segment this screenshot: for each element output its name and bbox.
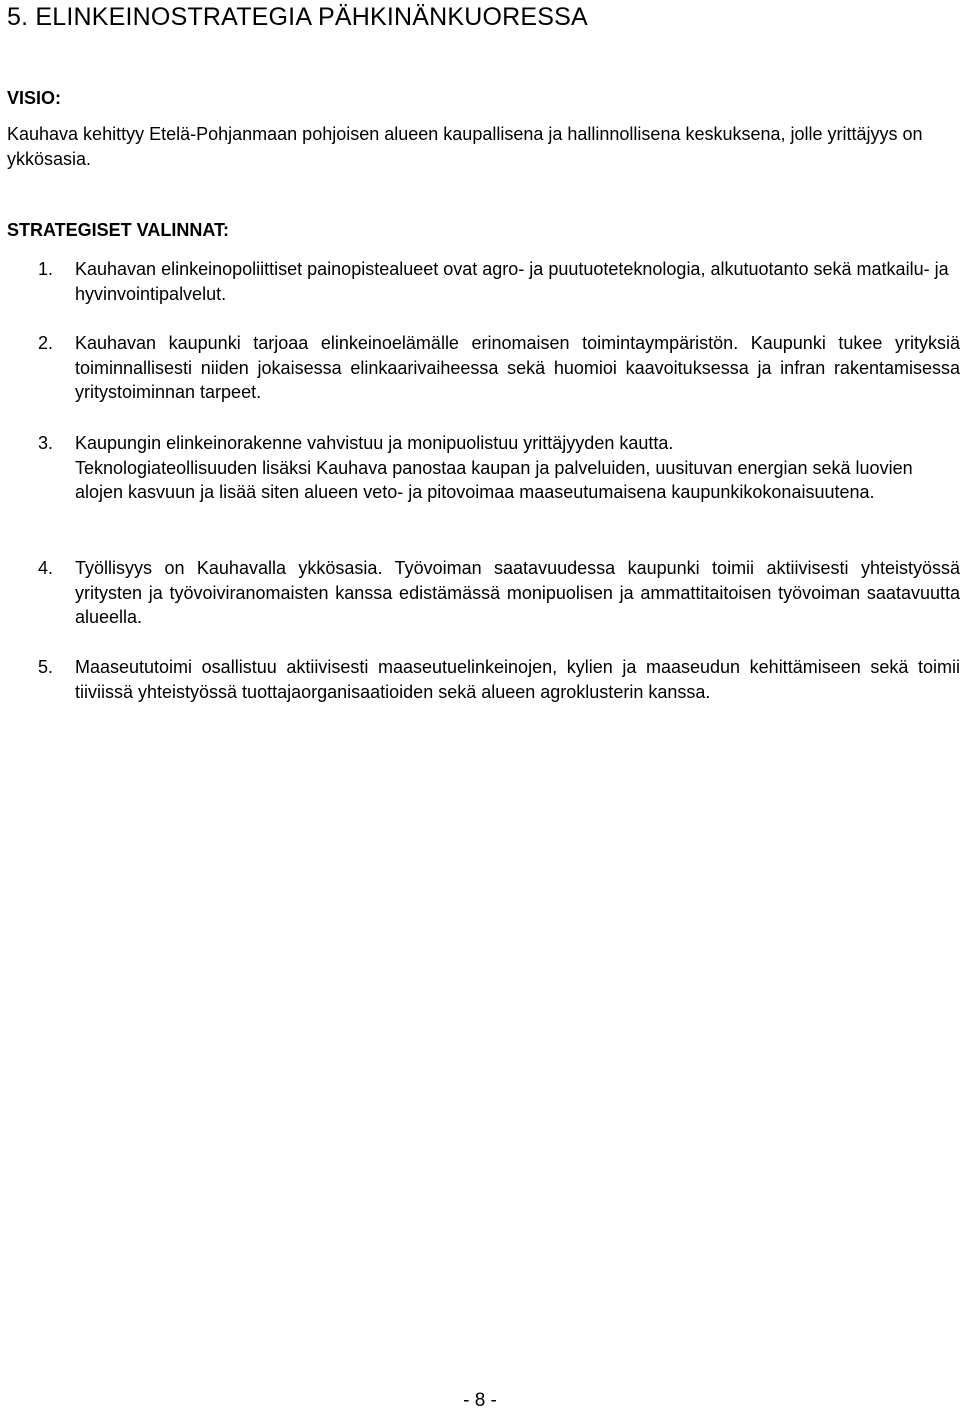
strategy-item-number: 1. (38, 259, 54, 279)
strategy-item-4 (38, 556, 960, 630)
strategy-item-body (75, 431, 960, 505)
strategy-item-3 (38, 431, 960, 505)
strategy-item-number: 3. (38, 433, 54, 453)
strategy-item-text: Kauhavan kaupunki tarjoaa elinkeinoelämälle erinomaisen toimintaympäristön. Kaupunki tukee yrityksiä toiminnallisesti niiden jokaisessa elinkaarivaiheessa sekä huomioi kaavoituksessa ja infran rakentamisessa yritystoiminnan tarpeet. (75, 333, 960, 402)
strategy-item-text: Työllisyys on Kauhavalla ykkösasia. Työvoiman saatavuudessa kaupunki toimii aktiivisesti yhteistyössä yritysten ja työvoiviranomaisten kanssa edistämässä monipuolisen ja ammattitaitoisen työvoiman saatavuutta alueella. (75, 558, 960, 627)
strategy-item-1 (38, 257, 960, 306)
strategy-item-text: Kauhavan elinkeinopoliittiset painopistealueet ovat agro- ja puutuoteteknologia, alkutuotanto sekä matkailu- ja hyvinvointipalvelut. (75, 259, 949, 304)
strategy-item-body (75, 331, 960, 405)
strategy-item-2 (38, 331, 960, 405)
page-number: - 8 - (463, 1390, 497, 1411)
page-title: 5. ELINKEINOSTRATEGIA PÄHKINÄNKUORESSA (7, 3, 588, 31)
strategy-item-text: Maaseututoimi osallistuu aktiivisesti maaseutuelinkeinojen, kylien ja maaseudun kehittämiseen sekä toimii tiiviissä yhteistyössä tuottajaorganisaatioiden sekä alueen agroklusterin kanssa. (75, 657, 960, 702)
strategy-item-body (75, 257, 960, 306)
strategy-item-number: 4. (38, 558, 54, 578)
strategy-item-body (75, 655, 960, 704)
strategy-item-body (75, 556, 960, 630)
strategic-choices-heading: STRATEGISET VALINNAT: (7, 220, 229, 240)
strategy-item-number: 2. (38, 333, 54, 353)
strategy-item-number: 5. (38, 657, 54, 677)
strategy-item-text: Kaupungin elinkeinorakenne vahvistuu ja monipuolistuu yrittäjyyden kautta. (75, 433, 674, 453)
vision-heading: VISIO: (7, 88, 62, 108)
strategy-item-5 (38, 655, 960, 704)
vision-text: Kauhava kehittyy Etelä-Pohjanmaan pohjoisen alueen kaupallisena ja hallinnollisena keskuksena, jolle yrittäjyys on ykkösasia. (7, 124, 923, 169)
strategy-item-text: Teknologiateollisuuden lisäksi Kauhava panostaa kaupan ja palveluiden, uusituvan energian sekä luovien alojen kasvuun ja lisää siten alueen veto- ja pitovoimaa maaseutumaisena kaupunkikokonaisuutena. (75, 457, 913, 502)
